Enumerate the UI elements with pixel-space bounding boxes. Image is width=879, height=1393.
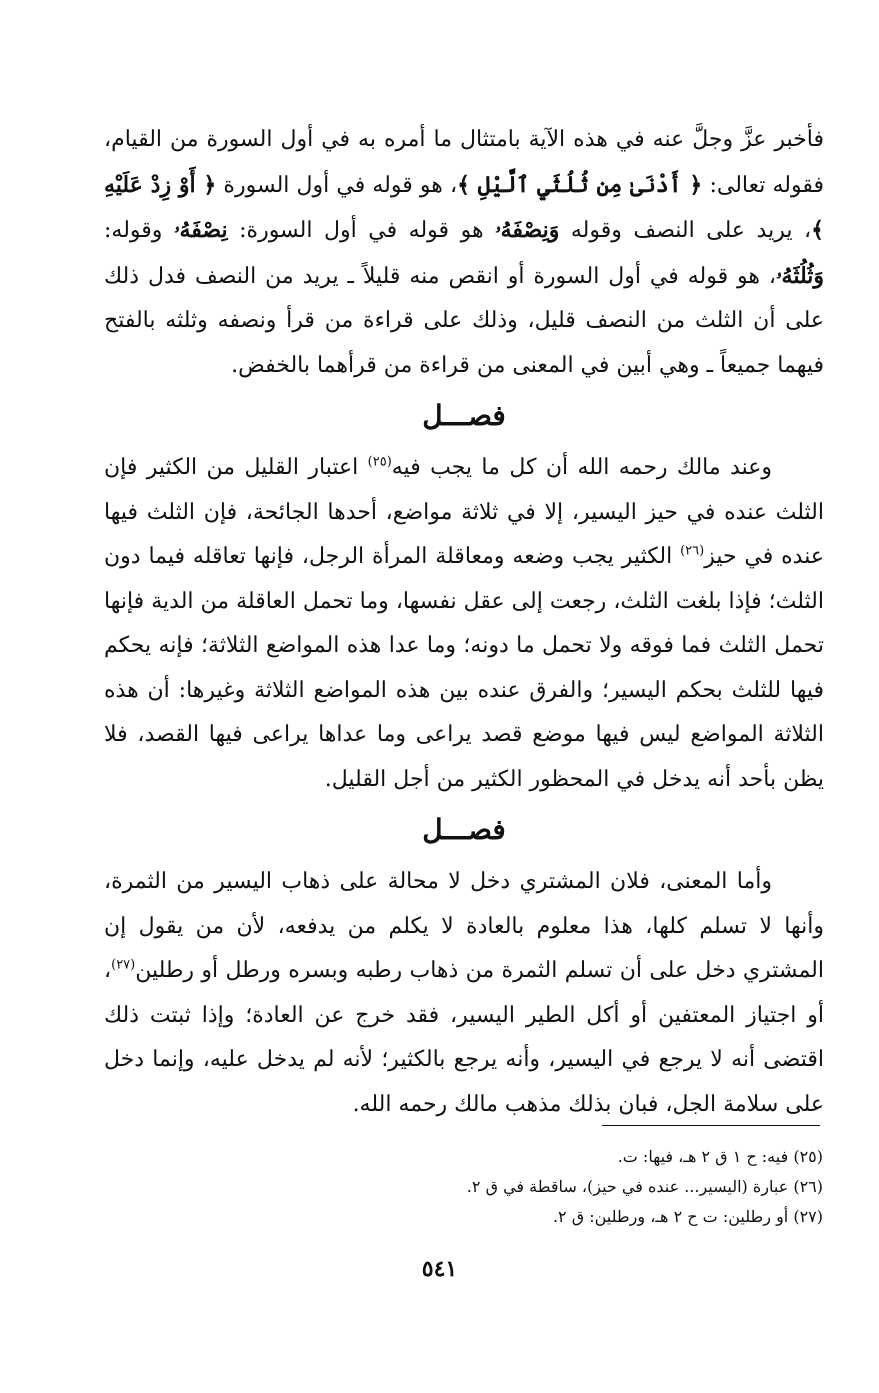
paragraph-2-text-a: وعند مالك رحمه الله أن كل ما يجب فيه [391, 455, 772, 480]
paragraph-3-text-b: ، أو اجتياز المعتفين أو أكل الطير اليسير، فقد خرج عن العادة؛ وإذا ثبتت ذلك اقتضى أنه لا يرجع في اليسير، وأنه يرجع بالكثير؛ لأنه لم يدخل عليه، وإنما دخل على سلامة الجل، فبان بذلك مذهب مالك رحمه الله. [104, 958, 824, 1117]
paragraph-2-text-b: اعتبار القليل من الكثير فإن الثلث عنده في حيز اليسير، إلا في ثلاثة مواضع، أحدها الجائحة، فإن الثلث فيها عنده في حيز [104, 455, 824, 569]
quran-verse-2: ﴿ أَوْ زِدْ عَلَيْهِ ﴾ [104, 171, 824, 243]
section-heading-1 [104, 396, 824, 436]
footnotes [103, 1142, 823, 1232]
page-body [104, 118, 824, 1127]
paragraph-1-text-e: وقوله: [104, 218, 174, 243]
paragraph-3 [104, 860, 824, 1127]
footnote-26: (٢٦) عبارة (اليسير... عنده في حيز)، ساقطة في ق ٢. [466, 1177, 823, 1196]
footnote-25: (٢٥) فيه: ح ١ ق ٢ هـ، فيها: ت. [617, 1147, 823, 1166]
paragraph-1-text-a: فأخبر عزَّ وجلَّ عنه في هذه الآية بامتثال ما أمره به في أول السورة من القيام، فقوله تعالى: [104, 127, 824, 198]
quran-word-2: نِصْفَهُۥ [173, 217, 228, 243]
section-heading-2-text: فصـــل [422, 813, 506, 846]
quran-word-3: وَثُلُثَهُۥ [776, 262, 824, 289]
paragraph-3-text-a: وأما المعنى، فلان المشتري دخل لا محالة على ذهاب اليسير من الثمرة، وأنها لا تسلم كلها، هذا معلوم بالعادة لا يكلم من يدفعه، لأن من يقول إن المشتري دخل على أن تسلم الثمرة من ذهاب رطبه وبسره ورطل أو رطلين [104, 869, 825, 983]
paragraph-2 [104, 446, 824, 802]
paragraph-1 [104, 118, 824, 388]
quran-verse-1: ﴿ أَدْنَىٰ مِن ثُلُثَيِ ٱلَّيْلِ ﴾ [457, 171, 703, 198]
quran-word-1: وَنِصْفَهُۥ [495, 217, 560, 243]
footnote-27: (٢٧) أو رطلين: ت ح ٢ هـ، ورطلين: ق ٢. [552, 1207, 823, 1226]
footnote-ref-26[interactable]: (٢٦) [680, 543, 705, 559]
page-number: ٥٤١ [421, 1256, 458, 1282]
paragraph-1-text-b: ، هو قوله في أول السورة [216, 172, 458, 198]
paragraph-1-text-d: هو قوله في أول السورة: [227, 218, 496, 243]
paragraph-1-text-f: ، هو قوله في أول السورة أو انقص منه قليلاً ـ يريد من النصف فدل ذلك على أن الثلث من النصف قليل، وذلك على قراءة من قرأ ونصفه وثلثه بالفتح فيهما جميعاً ـ وهي أبين في المعنى من قراءة من قرأهما بالخفض. [104, 263, 824, 378]
footnote-ref-27[interactable]: (٢٧) [111, 957, 136, 973]
section-heading-1-text: فصـــل [422, 399, 506, 432]
footnote-ref-25[interactable]: (٢٥) [367, 454, 392, 470]
section-heading-2 [104, 810, 824, 850]
footnote-divider [602, 1125, 820, 1126]
paragraph-2-text-c: الكثير يجب وضعه ومعاقلة المرأة الرجل، فإنها تعاقله فيما دون الثلث؛ فإذا بلغت الثلث، رجعت إلى عقل نفسها، وما تحمل العاقلة من الدية فإنها تحمل الثلث فما فوقه ولا تحمل ما دونه؛ وما عدا هذه المواضع الثلاثة؛ فإنه يحكم فيها للثلث بحكم اليسير؛ والفرق عنده بين هذه المواضع الثلاثة وغيرها: أن هذه الثلاثة المواضع ليس فيها موضع قصد يراعى وما عداها يراعى فيها القصد، فلا يظن بأحد أنه يدخل في المحظور الكثير من أجل القليل. [104, 544, 824, 792]
paragraph-1-text-c: ، يريد على النصف وقوله [559, 218, 812, 243]
